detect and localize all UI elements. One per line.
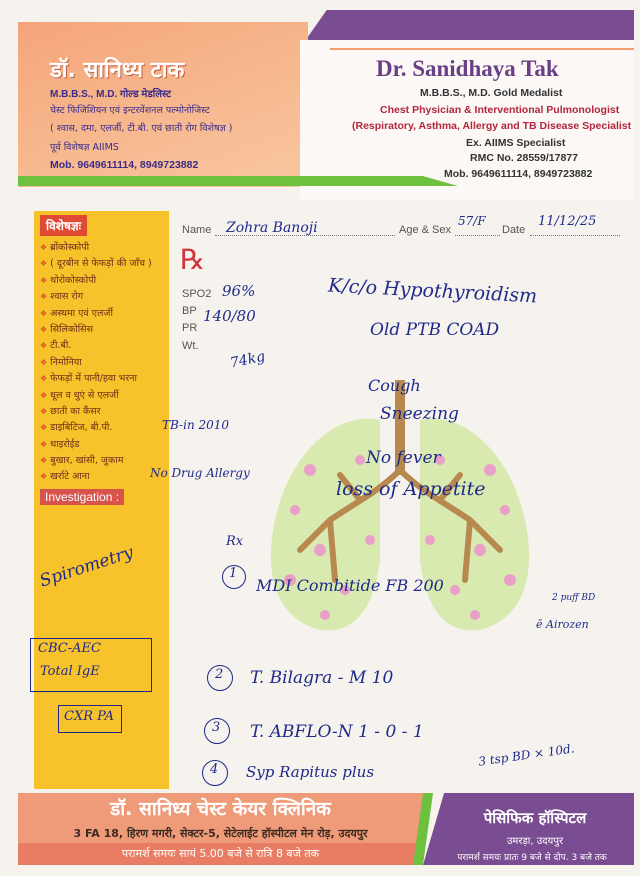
specialties-sidebar [34, 211, 169, 789]
med-2-number: 2 [215, 667, 224, 682]
med-4-number: 4 [210, 762, 219, 777]
list-item: ❖ अस्थमा एवं एलर्जी [40, 307, 113, 319]
med-1-note: ē Airozen [536, 618, 589, 631]
patient-name: Zohra Banoji [226, 220, 318, 236]
list-item: ❖ थोरोकोस्कोपी [40, 274, 97, 286]
drug-allergy: No Drug Allergy [150, 466, 250, 480]
list-item: ❖ श्वास रोग [40, 291, 84, 303]
rmc-number: RMC No. 28559/17877 [470, 152, 578, 164]
complaint-fever: No fever [366, 448, 441, 468]
bp-label: BP [182, 305, 197, 317]
degree-hindi: M.B.B.S., M.D. गोल्ड मेडलिस्ट [50, 89, 171, 100]
complaint-sneezing: Sneezing [380, 404, 459, 424]
med-1-number: 1 [229, 566, 238, 581]
bullet-icon: ❖ [40, 357, 48, 367]
header-green-stripe [18, 176, 458, 186]
bullet-icon: ❖ [40, 472, 48, 482]
pr-label: PR [182, 322, 198, 334]
med-3-number: 3 [212, 720, 221, 735]
patient-age-sex: 57/F [458, 214, 486, 228]
doctor-name-hindi: डॉ. सानिध्य टाक [50, 58, 185, 83]
spo2-label: SPO2 [182, 288, 212, 300]
bullet-icon: ❖ [40, 324, 48, 334]
bullet-icon: ❖ [40, 275, 48, 285]
list-item: ❖ सिलिकोसिस [40, 323, 94, 335]
name-label: Name [182, 224, 212, 236]
degree-english: M.B.B.S., M.D. Gold Medalist [420, 87, 563, 99]
weight-value: 74kg [228, 348, 267, 372]
investigation-cbc: CBC-AEC [38, 641, 101, 656]
former-hindi: पूर्व विशेषज्ञ AIIMS [50, 142, 119, 153]
list-item: ❖ ( दूरबीन से फेफड़ों की जाँच ) [40, 258, 152, 270]
spo2-value: 96% [222, 282, 256, 300]
age-sex-label: Age & Sex [399, 224, 451, 236]
list-item: ❖ निमोनिया [40, 356, 82, 368]
bullet-icon: ❖ [40, 292, 48, 302]
complaint-appetite: loss of Appetite [336, 478, 486, 500]
date-line [530, 234, 620, 236]
list-item: ❖ खर्राटे आना [40, 471, 90, 483]
doctor-name-english: Dr. Sanidhaya Tak [376, 56, 559, 81]
rx-mark: Rx [226, 534, 244, 549]
rx-symbol: ℞ [180, 245, 206, 276]
med-1-name: MDI Combitide FB 200 [256, 576, 444, 595]
specialties-title: विशेषज्ञः [40, 215, 87, 236]
med-1-dose: 2 puff BD [552, 593, 596, 603]
hospital-timing: परामर्श समयः प्रातः 9 बजे से दोप. 3 बजे तक [457, 853, 607, 863]
history-line-2: Old PTB COAD [370, 320, 500, 340]
list-item: ❖ धूल व धुएं से एलर्जी [40, 389, 119, 401]
hospital-name: पेसिफिक हॉस्पिटल [483, 809, 587, 827]
specialty-hindi: ( श्वास, दमा, एलर्जी, टी.बी. एवं छाती रोग विशेषज्ञ ) [50, 123, 233, 134]
med-4-dose: 3 tsp BD × 10d. [477, 741, 576, 769]
med-2-name: T. Bilagra - M 10 [250, 668, 394, 688]
investigation-label: Investigation : [40, 489, 124, 505]
list-item: ❖ छाती का कैंसर [40, 405, 101, 417]
title-english: Chest Physician & Interventional Pulmonologist [380, 104, 620, 116]
header-divider [330, 48, 634, 50]
investigation-ige: Total IgE [40, 664, 100, 679]
clinic-address: 3 FA 18, हिरण मगरी, सेक्टर-5, सेटेलाईट हॉस्पीटल मेन रोड़, उदयपुर [73, 827, 368, 840]
investigation-cxr: CXR PA [64, 709, 115, 724]
bullet-icon: ❖ [40, 439, 48, 449]
bullet-icon: ❖ [40, 341, 48, 351]
bullet-icon: ❖ [40, 374, 48, 384]
tb-history: TB-in 2010 [162, 418, 230, 432]
former-english: Ex. AIIMS Specialist [466, 137, 566, 149]
mobile-english: Mob. 9649611114, 8949723882 [444, 168, 593, 180]
list-item: ❖ ब्रोंकोस्कोपी [40, 242, 90, 253]
bullet-icon: ❖ [40, 308, 48, 318]
complaint-cough: Cough [368, 376, 421, 395]
bullet-icon: ❖ [40, 390, 48, 400]
age-sex-line [455, 234, 500, 236]
bullet-icon: ❖ [40, 423, 48, 433]
hospital-place: उमरड़ा, उदयपुर [506, 836, 564, 847]
bullet-icon: ❖ [40, 243, 48, 252]
list-item: ❖ बुखार, खांसी, जुकाम [40, 455, 124, 467]
bullet-icon: ❖ [40, 456, 48, 466]
list-item: ❖ थाइरोईड [40, 438, 80, 450]
list-item: ❖ टी.बी. [40, 340, 72, 352]
wt-label: Wt. [182, 340, 199, 352]
specialties-list [34, 240, 169, 486]
investigation-spirometry: Spirometry [37, 542, 136, 592]
visit-date: 11/12/25 [538, 214, 597, 229]
specialty-english: (Respiratory, Asthma, Allergy and TB Disease Specialist [352, 120, 632, 132]
bp-value: 140/80 [203, 307, 256, 325]
bullet-icon: ❖ [40, 406, 48, 416]
date-label: Date [502, 224, 526, 236]
history-line-1: K/c/o Hypothyroidism [327, 274, 538, 308]
med-3-name: T. ABFLO-N 1 - 0 - 1 [250, 722, 424, 742]
clinic-name: डॉ. सानिध्य चेस्ट केयर क्लिनिक [110, 798, 331, 820]
med-4-name: Syp Rapitus plus [246, 763, 375, 781]
list-item: ❖ डाइबिटिज, बी.पी. [40, 422, 113, 434]
title-hindi: चेस्ट फिजिशियन एवं इन्टरवेंशनल पल्मोनोजिस्ट [50, 105, 210, 116]
list-item: ❖ फेफड़ों में पानी/हवा भरना [40, 373, 137, 385]
mobile-hindi: Mob. 9649611114, 8949723882 [50, 159, 199, 171]
clinic-timing: परामर्श समयः सायं 5.00 बजे से रात्रि 8 बजे तक [18, 843, 423, 865]
bullet-icon: ❖ [40, 259, 48, 269]
